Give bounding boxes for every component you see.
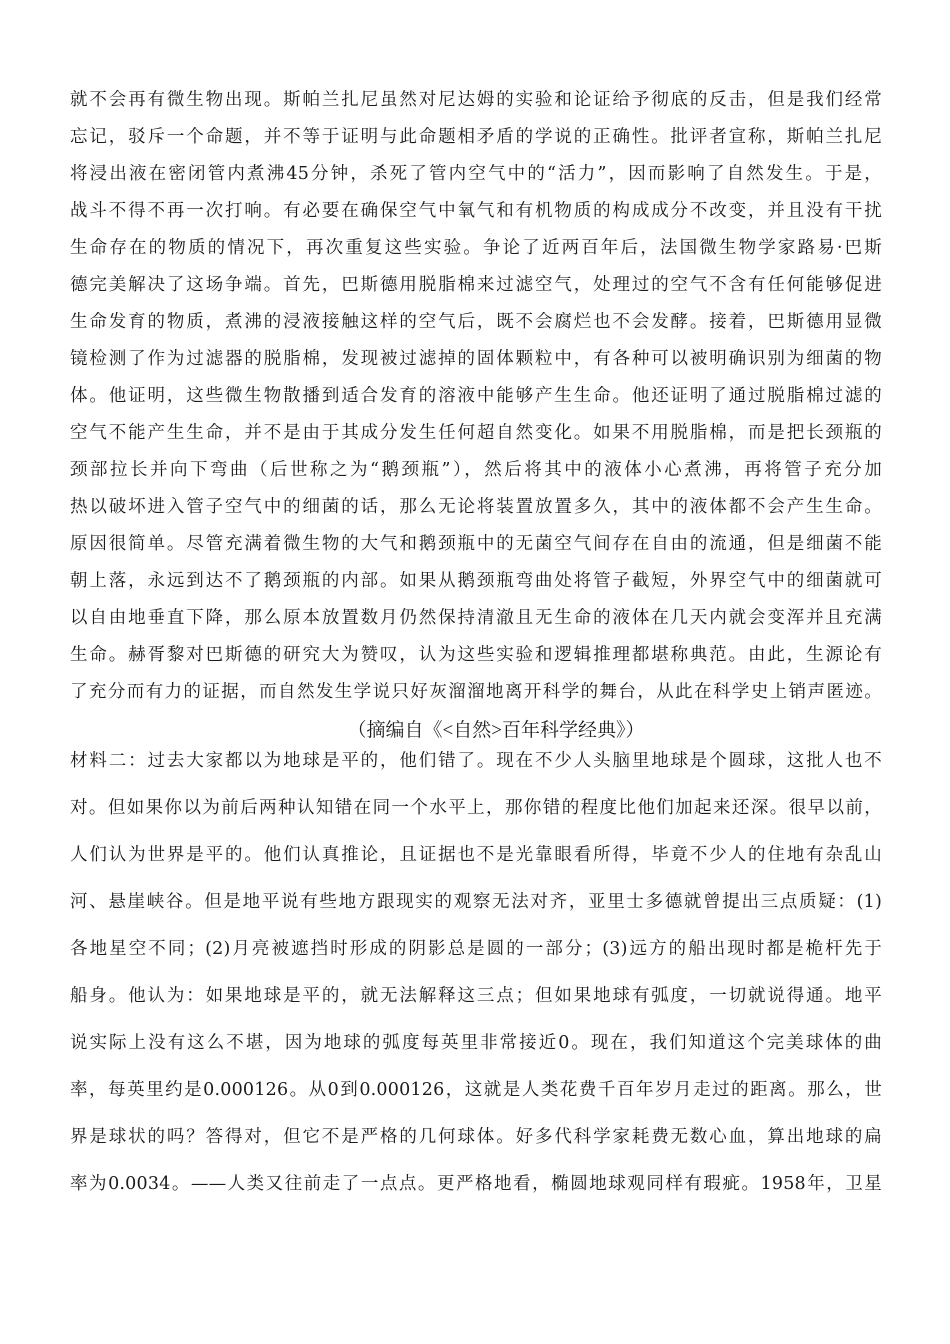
text-line: 河、悬崖峡谷。但是地平说有些地方跟现实的观察无法对齐，亚里士多德就曾提出三点质疑：(1) (70, 892, 882, 912)
text-line: 忘记，驳斥一个命题，并不等于证明与此命题相矛盾的学说的正确性。批评者宣称，斯帕兰扎尼 (70, 127, 882, 147)
text-line: 将浸出液在密闭管内煮沸45分钟，杀死了管内空气中的“活力”，因而影响了自然发生。于是， (70, 164, 882, 184)
source-citation-text: （摘编自《<自然>百年科学经典》） (347, 720, 645, 741)
text-line: 原因很简单。尽管充满着微生物的大气和鹅颈瓶中的无菌空气间存在自由的流通，但是细菌不能 (70, 534, 882, 554)
text-line: 生命存在的物质的情况下，再次重复这些实验。争论了近两百年后，法国微生物学家路易·巴斯 (70, 238, 882, 258)
text-line: 德完美解决了这场争端。首先，巴斯德用脱脂棉来过滤空气，处理过的空气不含有任何能够促进 (70, 275, 882, 295)
text-line: 热以破坏进入管子空气中的细菌的话，那么无论将装置放置多久，其中的液体都不会产生生命。 (70, 497, 882, 517)
text-line: 说实际上没有这么不堪，因为地球的弧度每英里非常接近0。现在，我们知道这个完美球体的曲 (70, 1033, 882, 1053)
text-line: 以自由地垂直下降，那么原本放置数月仍然保持清澈且无生命的液体在几天内就会变浑并且充满 (70, 608, 882, 628)
text-line: 人们认为世界是平的。他们认真推论，且证据也不是光靠眼看所得，毕竟不少人的住地有杂乱山 (70, 845, 882, 865)
text-line: 率，每英里约是0.000126。从0到0.000126，这就是人类花费千百年岁月走过的距离。那么，世 (70, 1080, 882, 1100)
text-line: 材料二：过去大家都以为地球是平的，他们错了。现在不少人头脑里地球是个圆球，这批人也不 (70, 751, 882, 771)
text-line: 界是球状的吗？答得对，但它不是严格的几何球体。好多代科学家耗费无数心血，算出地球的扁 (70, 1127, 882, 1147)
text-line: 体。他证明，这些微生物散播到适合发育的溶液中能够产生生命。他还证明了通过脱脂棉过滤的 (70, 386, 882, 406)
text-line: 战斗不得不再一次打响。有必要在确保空气中氧气和有机物质的构成成分不改变，并且没有干扰 (70, 201, 882, 221)
text-line: 空气不能产生生命，并不是由于其成分发生任何超自然变化。如果不用脱脂棉，而是把长颈瓶的 (70, 423, 882, 443)
text-line: 船身。他认为：如果地球是平的，就无法解释这三点；但如果地球有弧度，一切就说得通。地平 (70, 986, 882, 1006)
text-line: 了充分而有力的证据，而自然发生学说只好灰溜溜地离开科学的舞台，从此在科学史上销声匿迹。 (70, 682, 882, 702)
text-line: 颈部拉长并向下弯曲（后世称之为“鹅颈瓶”），然后将其中的液体小心煮沸，再将管子充分加 (70, 460, 882, 480)
text-line: 率为0.0034。——人类又往前走了一点点。更严格地看，椭圆地球观同样有瑕疵。1958年，卫星 (70, 1174, 882, 1194)
source-citation (70, 718, 882, 744)
text-line: 朝上落，永远到达不了鹅颈瓶的内部。如果从鹅颈瓶弯曲处将管子截短，外界空气中的细菌就可 (70, 571, 882, 591)
text-line: 就不会再有微生物出现。斯帕兰扎尼虽然对尼达姆的实验和论证给予彻底的反击，但是我们经常 (70, 90, 882, 110)
text-line: 生命发育的物质，煮沸的浸液接触这样的空气后，既不会腐烂也不会发酵。接着，巴斯德用显微 (70, 312, 882, 332)
text-line: 各地星空不同；(2)月亮被遮挡时形成的阴影总是圆的一部分；(3)远方的船出现时都是桅杆先于 (70, 939, 882, 959)
text-line: 生命。赫胥黎对巴斯德的研究大为赞叹，认为这些实验和逻辑推理都堪称典范。由此，生源论有 (70, 645, 882, 665)
text-line: 镜检测了作为过滤器的脱脂棉，发现被过滤掉的固体颗粒中，有各种可以被明确识别为细菌的物 (70, 349, 882, 369)
text-line: 对。但如果你以为前后两种认知错在同一个水平上，那你错的程度比他们加起来还深。很早以前， (70, 798, 882, 818)
